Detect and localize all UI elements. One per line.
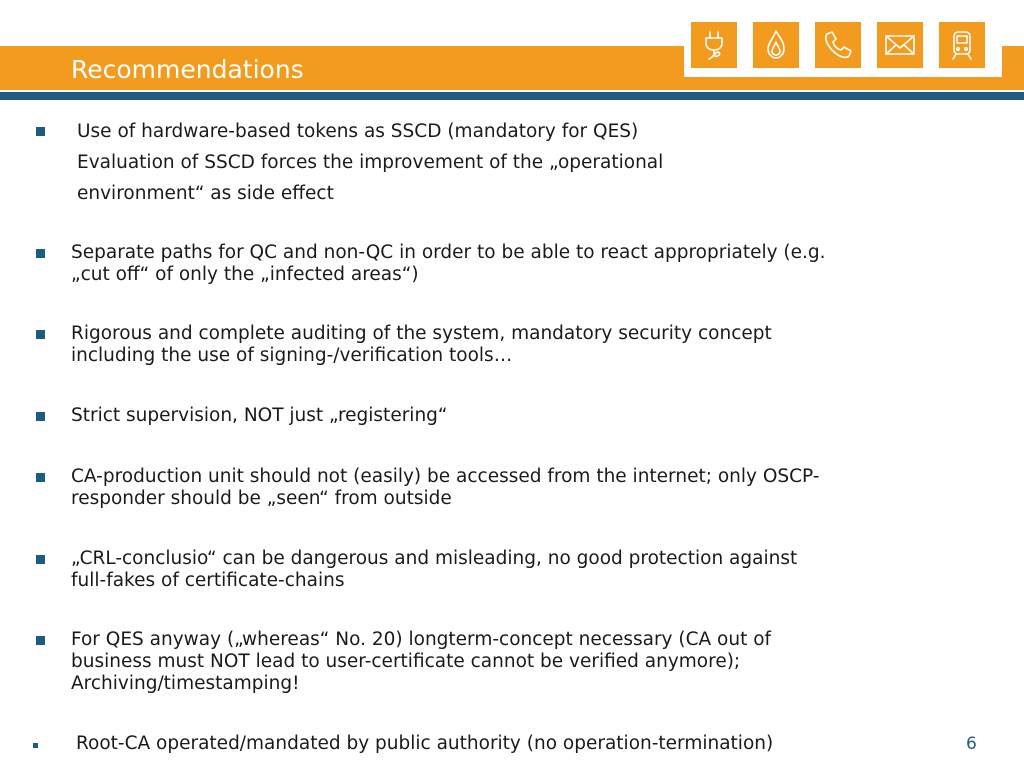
bullet-marker bbox=[36, 473, 45, 482]
bullet-line: CA-production unit should not (easily) be accessed from the internet; only OSCP- bbox=[71, 466, 820, 487]
bullet-line: For QES anyway („whereas“ No. 20) longterm-concept necessary (CA out of bbox=[71, 629, 772, 650]
page-number: 6 bbox=[966, 734, 977, 754]
bullet-marker bbox=[36, 636, 45, 645]
bullet-marker bbox=[36, 127, 45, 136]
slide-title: Recommendations bbox=[71, 55, 304, 84]
bullet-line: business must NOT lead to user-certificate cannot be verified anymore); bbox=[71, 651, 741, 672]
bullet-line: Root-CA operated/mandated by public authority (no operation-termination) bbox=[76, 733, 774, 754]
bullet-line: „cut off“ of only the „infected areas“) bbox=[71, 264, 419, 285]
title-underline bbox=[0, 92, 1024, 100]
bullet-line: Evaluation of SSCD forces the improvement of the „operational bbox=[77, 152, 664, 173]
bullet-marker bbox=[36, 330, 45, 339]
bullet-line: Strict supervision, NOT just „registering“ bbox=[71, 405, 448, 426]
bullet-line: including the use of signing-/verification tools… bbox=[71, 345, 513, 366]
bullet-line: Rigorous and complete auditing of the system, mandatory security concept bbox=[71, 323, 772, 344]
bullet-line: responder should be „seen“ from outside bbox=[71, 488, 452, 509]
bullet-line: environment“ as side effect bbox=[77, 183, 334, 204]
bullet-line: Separate paths for QC and non-QC in order to be able to react appropriately (e.g. bbox=[71, 242, 826, 263]
bullet-line: Use of hardware-based tokens as SSCD (mandatory for QES) bbox=[77, 121, 639, 142]
bullet-marker bbox=[36, 249, 45, 258]
phone-icon bbox=[815, 22, 861, 68]
bullet-marker bbox=[36, 555, 45, 564]
bullet-line: full-fakes of certificate-chains bbox=[71, 570, 345, 591]
bullet-marker bbox=[36, 412, 45, 421]
train-icon bbox=[939, 22, 985, 68]
bullet-line: „CRL-conclusio“ can be dangerous and misleading, no good protection against bbox=[71, 548, 798, 569]
mail-icon bbox=[877, 22, 923, 68]
flame-icon bbox=[753, 22, 799, 68]
bullet-marker bbox=[33, 743, 38, 748]
plug-icon bbox=[691, 22, 737, 68]
bullet-line: Archiving/timestamping! bbox=[71, 673, 300, 694]
